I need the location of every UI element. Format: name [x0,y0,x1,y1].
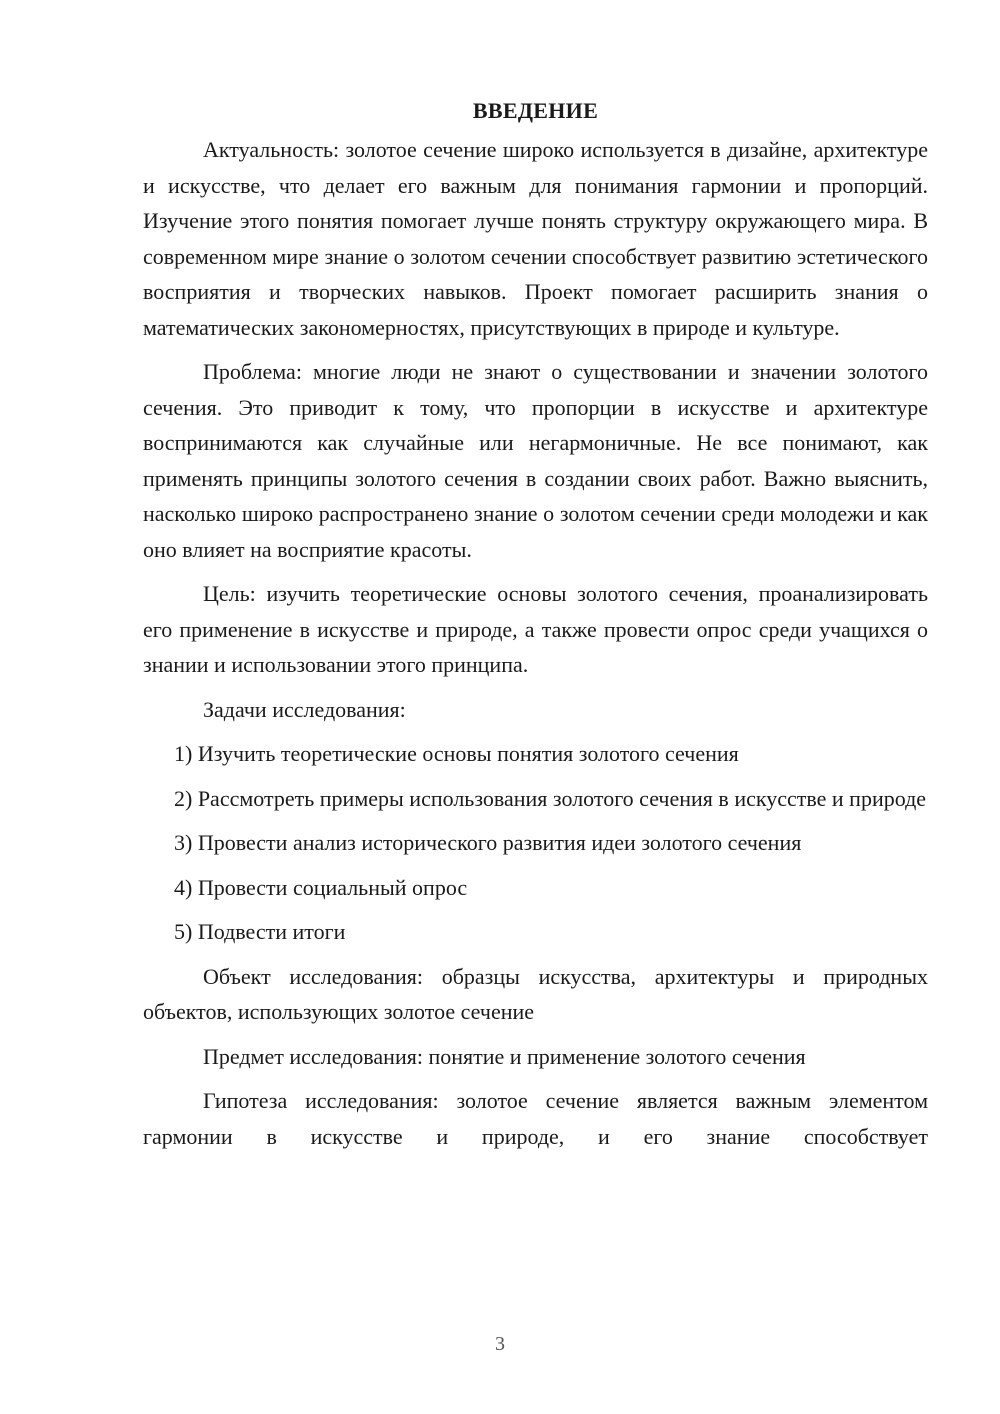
task-item-2: 2) Рассмотреть примеры использования золотого сечения в искусстве и природе [174,785,927,811]
document-page [143,96,928,1163]
page-title: ВВЕДЕНИЕ [472,98,599,123]
page-number: 3 [495,1333,505,1355]
tasks-heading: Задачи исследования: [203,696,406,722]
paragraph-object: Объект исследования: образцы искусства, архитектуры и природных объектов, использующих золотое сечение [143,963,928,1024]
paragraph-relevance: Актуальность: золотое сечение широко используется в дизайне, архитектуре и искусстве, что делает его важным для понимания гармонии и пропорций. Изучение этого понятия помогает лучше понять структуру окружающего мира. В современном мире знание о золотом сечении способствует развитию эстетического восприятия и творческих навыков. Проект помогает расширить знания о математических закономерностях, присутствующих в природе и культуре. [143,137,928,340]
paragraph-problem: Проблема: многие люди не знают о существовании и значении золотого сечения. Это приводит к тому, что пропорции в искусстве и архитектуре воспринимаются как случайные или негармоничные. Не все понимают, как применять принципы золотого сечения в создании своих работ. Важно выяснить, насколько широко распространено знание о золотом сечении среди молодежи и как оно влияет на восприятие красоты. [143,359,928,562]
task-item-1: 1) Изучить теоретические основы понятия золотого сечения [174,741,739,766]
paragraph-hypothesis: Гипотеза исследования: золотое сечение является важным элементом гармонии в искусстве и природе, и его знание способствует [143,1088,928,1149]
paragraph-goal: Цель: изучить теоретические основы золотого сечения, проанализировать его применение в искусстве и природе, а также провести опрос среди учащихся о знании и использовании этого принципа. [143,581,928,677]
paragraph-subject: Предмет исследования: понятие и применение золотого сечения [203,1043,806,1069]
task-item-3: 3) Провести анализ исторического развития идеи золотого сечения [174,830,802,855]
task-item-5: 5) Подвести итоги [174,919,346,944]
task-item-4: 4) Провести социальный опрос [174,874,468,900]
